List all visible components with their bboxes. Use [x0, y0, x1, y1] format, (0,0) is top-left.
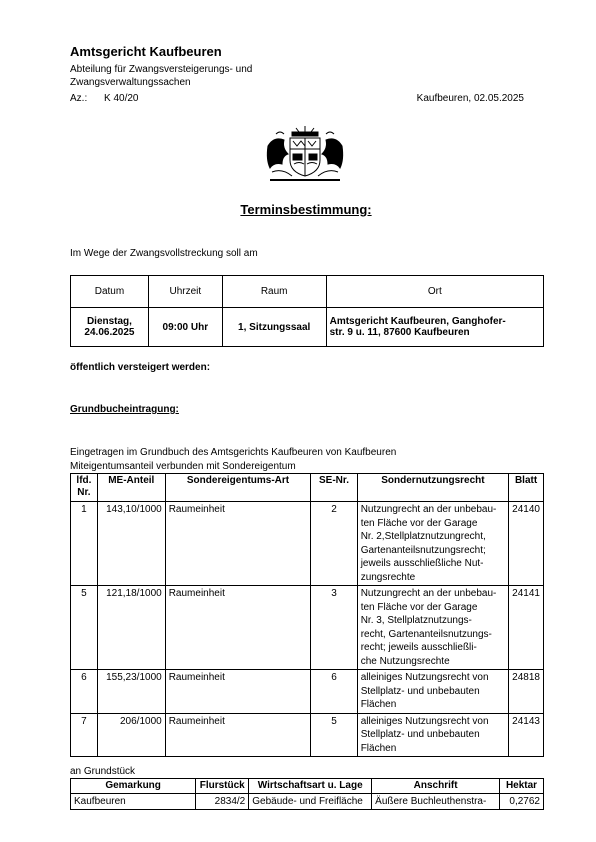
header-room: Raum [222, 276, 326, 308]
unit-type: Raumeinheit [165, 670, 311, 714]
unit-sheet: 24143 [509, 713, 544, 757]
header-usage: Sondernutzungsrecht [357, 474, 508, 502]
unit-usage [357, 502, 508, 586]
usage-line: Nr. 2,Stellplatznutzungrecht, [360, 531, 486, 542]
header-se-nr: SE-Nr. [311, 474, 357, 502]
appointment-place-line-1: Amtsgericht Kaufbeuren, Ganghofer- [329, 316, 506, 327]
unit-type: Raumeinheit [165, 502, 311, 586]
usage-line: alleiniges Nutzungsrecht von [360, 715, 489, 727]
page-title: Terminsbestimmung: [240, 202, 372, 217]
unit-share: 143,10/1000 [97, 502, 165, 586]
table-row [71, 670, 544, 714]
unit-nr: 6 [71, 670, 98, 714]
unit-nr: 5 [71, 586, 98, 670]
header-place: Ort [326, 276, 543, 308]
header-hektar: Hektar [500, 779, 544, 794]
header-flurstueck: Flurstück [196, 779, 249, 794]
unit-type: Raumeinheit [165, 586, 311, 670]
department-line-2: Zwangsverwaltungssachen [70, 77, 191, 88]
unit-sheet: 24141 [509, 586, 544, 670]
unit-sheet: 24818 [509, 670, 544, 714]
table-row [71, 502, 544, 586]
usage-line: Stellplatz- und unbebauten [360, 685, 480, 697]
header-date: Datum [71, 276, 149, 308]
land-register-line-2: Miteigentumsanteil verbunden mit Sondereigentum [70, 461, 296, 472]
table-row [71, 713, 544, 757]
case-number-label: Az.: [70, 93, 88, 104]
appointment-date [71, 308, 149, 347]
usage-line: alleiniges Nutzungsrecht von [360, 672, 489, 683]
unit-se-nr: 2 [311, 502, 357, 586]
unit-usage [357, 586, 508, 670]
usage-line: Flächen [360, 699, 397, 710]
usage-line: Flächen [360, 742, 397, 754]
unit-share: 121,18/1000 [97, 586, 165, 670]
appointment-weekday: Dienstag, [86, 316, 132, 327]
place-date: Kaufbeuren, 02.05.2025 [416, 93, 524, 104]
appointment-place [326, 308, 543, 347]
unit-nr: 1 [71, 502, 98, 586]
case-number: K 40/20 [104, 93, 139, 104]
header-share: ME-Anteil [97, 474, 165, 502]
appointment-header-row [71, 276, 544, 308]
usage-line: recht; jeweils ausschließli- [360, 642, 477, 653]
header-time: Uhrzeit [148, 276, 222, 308]
unit-share: 206/1000 [97, 713, 165, 757]
header-sheet: Blatt [509, 474, 544, 502]
usage-line: Nutzungrecht an der unbebau- [360, 588, 497, 599]
plot-flurstueck: 2834/2 [196, 794, 249, 810]
plot-anschrift: Äußere Buchleuthenstra- [372, 794, 500, 810]
unit-se-nr: 6 [311, 670, 357, 714]
header-type: Sondereigentums-Art [165, 474, 311, 502]
unit-usage [357, 713, 508, 757]
header-nr: Nr. [77, 487, 91, 498]
header-lfd-nr [71, 474, 98, 502]
usage-line: recht, Gartenanteilsnutzungs- [360, 628, 492, 640]
court-name: Amtsgericht Kaufbeuren [70, 44, 222, 59]
appointment-row [71, 308, 544, 347]
unit-type: Raumeinheit [165, 713, 311, 757]
plot-hektar: 0,2762 [500, 794, 544, 810]
usage-line: Gartenanteilsnutzungsrecht; [360, 544, 486, 556]
usage-line: ten Fläche vor der Garage [360, 601, 478, 613]
header-lfd: lfd. [76, 475, 92, 486]
usage-line: che Nutzungsrechte [360, 655, 450, 667]
units-header-row [71, 474, 544, 502]
header-wirtschaftsart: Wirtschaftsart u. Lage [249, 779, 372, 794]
appointment-time: 09:00 Uhr [148, 308, 222, 347]
unit-se-nr: 5 [311, 713, 357, 757]
units-table [70, 473, 544, 757]
appointment-room: 1, Sitzungssaal [222, 308, 326, 347]
unit-sheet: 24140 [509, 502, 544, 586]
plot-header-row [71, 779, 544, 794]
header-anschrift: Anschrift [372, 779, 500, 794]
usage-line: Nr. 3, Stellplatznutzungs- [360, 615, 472, 626]
usage-line: jeweils ausschließliche Nut- [360, 558, 484, 569]
intro-text: Im Wege der Zwangsvollstreckung soll am [70, 248, 258, 259]
plot-label: an Grundstück [70, 766, 136, 777]
usage-line: Nutzungrecht an der unbebau- [360, 504, 497, 515]
auction-statement: öffentlich versteigert werden: [70, 362, 211, 373]
usage-line: Stellplatz- und unbebauten [360, 729, 480, 740]
unit-share: 155,23/1000 [97, 670, 165, 714]
plot-gemarkung: Kaufbeuren [71, 794, 196, 810]
plot-row [71, 794, 544, 810]
appointment-table [70, 275, 544, 347]
land-register-line-1: Eingetragen im Grundbuch des Amtsgerichts Kaufbeuren von Kaufbeuren [70, 447, 397, 458]
unit-usage [357, 670, 508, 714]
header-gemarkung: Gemarkung [71, 779, 196, 794]
plot-wirtschaftsart: Gebäude- und Freifläche [249, 794, 372, 810]
appointment-day: 24.06.2025 [84, 327, 135, 338]
unit-se-nr: 3 [311, 586, 357, 670]
land-register-heading: Grundbucheintragung: [70, 404, 179, 415]
appointment-place-line-2: str. 9 u. 11, 87600 Kaufbeuren [329, 327, 470, 338]
unit-nr: 7 [71, 713, 98, 757]
department-line-1: Abteilung für Zwangsversteigerungs- und [70, 64, 253, 75]
usage-line: ten Fläche vor der Garage [360, 517, 478, 529]
plot-table [70, 778, 544, 810]
bavarian-coat-of-arms-icon [262, 126, 348, 184]
usage-line: zungsrechte [360, 571, 416, 583]
table-row [71, 586, 544, 670]
